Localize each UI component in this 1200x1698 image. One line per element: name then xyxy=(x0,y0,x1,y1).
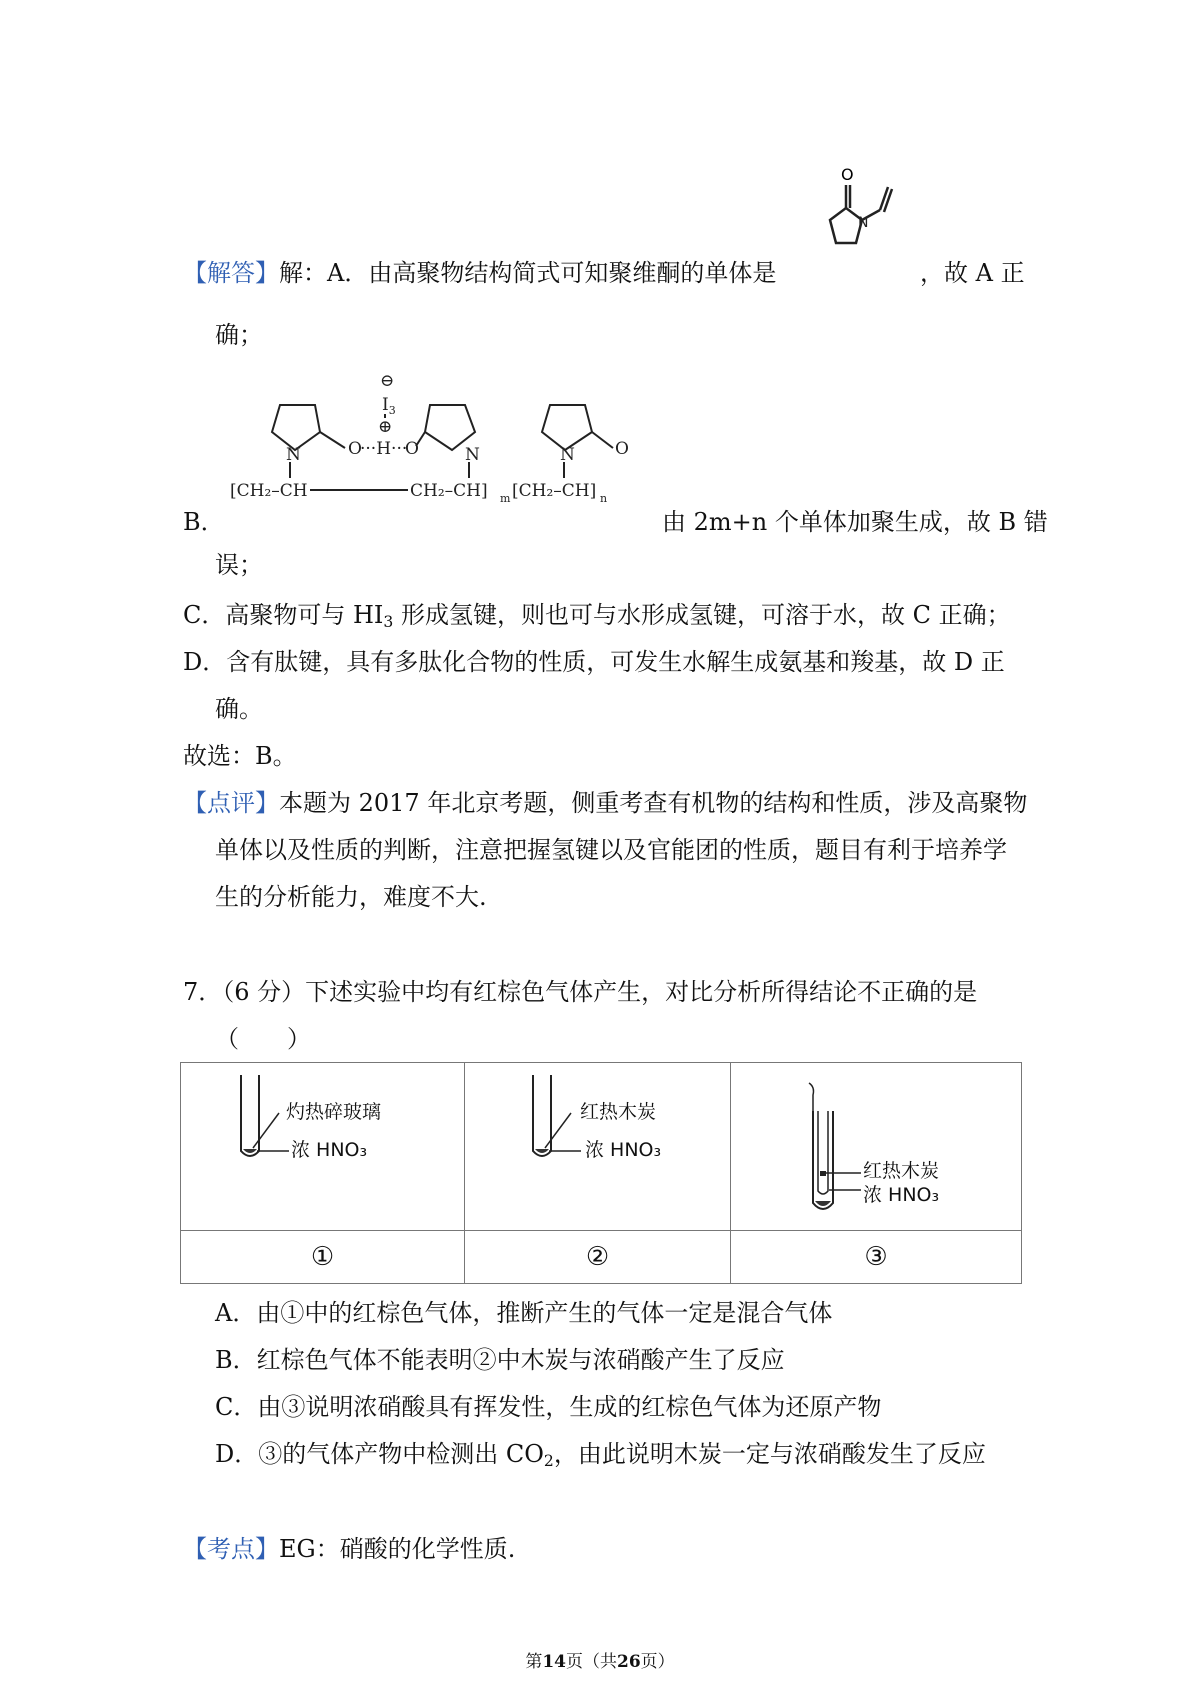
answer-a-line2: 确； xyxy=(215,321,263,349)
experiment-table xyxy=(180,1062,1022,1284)
kaodian-line: 【考点】EG：硝酸的化学性质. xyxy=(183,1535,516,1563)
hydrogen-plus: ⊕ xyxy=(378,417,393,437)
review-line3: 生的分析能力，难度不大. xyxy=(215,883,487,911)
i3-label: $I_3$ xyxy=(382,395,396,417)
answer-choice: 故选：B。 xyxy=(183,742,297,770)
experiment-3-tube xyxy=(801,1083,871,1223)
page-number: 第14页（共26页） xyxy=(525,1652,675,1672)
experiment-1-tube xyxy=(231,1073,291,1163)
question7-option-c: C．由③说明浓硝酸具有挥发性，生成的红棕色气体为还原产物 xyxy=(215,1393,882,1421)
answer-a-text: 解：A．由高聚物结构简式可知聚维酮的单体是 xyxy=(279,259,777,287)
experiment-3-label-bottom: 浓 HNO₃ xyxy=(863,1184,940,1206)
ring3-o: O xyxy=(615,439,629,459)
monomer-n-label: N xyxy=(858,215,869,231)
experiment-3-label-top: 红热木炭 xyxy=(863,1160,940,1182)
answer-d-line2: 确。 xyxy=(215,695,263,723)
ring1-o: O xyxy=(348,439,362,459)
chain-m: m xyxy=(500,492,511,505)
monomer-o-label: O xyxy=(841,165,854,184)
review-tag: 【点评】 xyxy=(183,789,279,817)
review-line1: 【点评】本题为 2017 年北京考题，侧重考查有机物的结构和性质，涉及高聚物 xyxy=(183,789,1028,817)
answer-b-line2: 误； xyxy=(215,551,263,579)
answer-a-line1 xyxy=(183,258,776,288)
chain-n: n xyxy=(600,492,608,505)
experiment-3-cell xyxy=(731,1063,1022,1231)
experiment-1-label-top: 灼热碎玻璃 xyxy=(286,1101,382,1123)
ring2-n: N xyxy=(465,445,480,465)
ring2-o: O xyxy=(405,439,419,459)
experiment-3-number: ③ xyxy=(731,1231,1022,1284)
polymer-structure xyxy=(220,370,640,520)
experiment-2-cell xyxy=(465,1063,731,1231)
answer-b-text: 由 2m+n 个单体加聚生成，故 B 错 xyxy=(662,508,1048,536)
experiment-2-number: ② xyxy=(465,1231,731,1284)
review-line2: 单体以及性质的判断，注意把握氢键以及官能团的性质，题目有利于培养学 xyxy=(215,836,1007,864)
question7-option-a: A．由①中的红棕色气体，推断产生的气体一定是混合气体 xyxy=(215,1299,833,1327)
question7-line2: （ ） xyxy=(215,1025,311,1053)
monomer-structure xyxy=(810,165,920,275)
answer-c-line: C．高聚物可与 $HI_3$ 形成氢键，则也可与水形成氢键，可溶于水，故 C 正确； xyxy=(183,601,1011,631)
ring3-n: N xyxy=(560,445,575,465)
hbond-label: ···H··· xyxy=(360,439,408,459)
answer-tag: 【解答】 xyxy=(183,259,279,287)
kaodian-tag: 【考点】 xyxy=(183,1535,279,1563)
iodide-minus: ⊖ xyxy=(380,371,395,391)
experiment-2-tube xyxy=(523,1073,583,1163)
ring1-n: N xyxy=(286,445,301,465)
experiment-1-number: ① xyxy=(181,1231,465,1284)
chain-right: [CH₂–CH] xyxy=(512,481,597,501)
experiment-2-label-top: 红热木炭 xyxy=(580,1101,657,1123)
experiment-1-cell xyxy=(181,1063,465,1231)
question7-option-b: B．红棕色气体不能表明②中木炭与浓硝酸产生了反应 xyxy=(215,1346,785,1374)
question7-line1: 7．（6 分）下述实验中均有红棕色气体产生，对比分析所得结论不正确的是 xyxy=(183,978,978,1006)
experiment-1-label-bottom: 浓 HNO₃ xyxy=(291,1139,368,1161)
answer-d-line1: D．含有肽键，具有多肽化合物的性质，可发生水解生成氨基和羧基，故 D 正 xyxy=(183,648,1005,676)
chain-left: [CH₂–CH xyxy=(230,481,308,501)
question7-option-d: D．③的气体产物中检测出 $CO_2$，由此说明木炭一定与浓硝酸发生了反应 xyxy=(215,1440,986,1470)
answer-a-line1-end: ，故 A 正 xyxy=(920,259,1025,287)
experiment-2-label-bottom: 浓 HNO₃ xyxy=(585,1139,662,1161)
answer-b-prefix: B． xyxy=(183,508,225,536)
chain-mid: CH₂–CH] xyxy=(410,481,488,501)
